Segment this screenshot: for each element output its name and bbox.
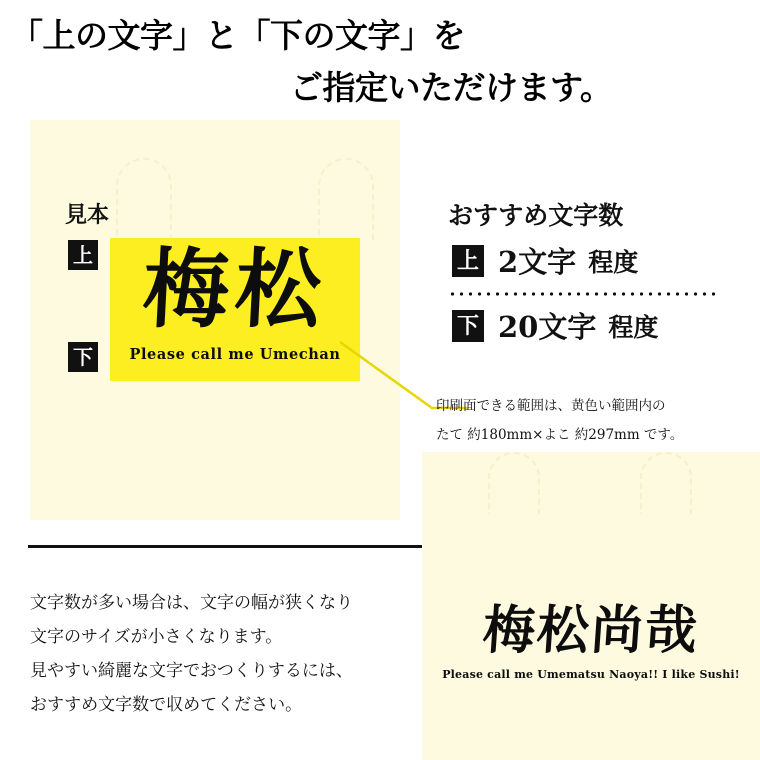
print-sub-text: Please call me Umechan (129, 346, 341, 363)
upper-text-tag (68, 240, 98, 270)
recommend-lower-tag: 下 (452, 310, 484, 342)
note-line-1: 印刷面できる範囲は、黄色い範囲内の (436, 398, 666, 414)
recommend-title: おすすめ文字数 (448, 201, 624, 230)
sample-label: 見本 (65, 202, 110, 228)
recommend-upper-tag: 上 (452, 245, 484, 277)
bag-handle-right-icon (318, 158, 374, 243)
sample-tote-bag (30, 120, 400, 520)
bottom-line-2: 文字のサイズが小さくなります。 (30, 627, 283, 647)
recommend-upper-value: 2文字 (498, 245, 577, 279)
headline-line-2: ご指定いただけます。 (290, 68, 613, 107)
bag-handle-left-icon (116, 158, 172, 243)
bottom-line-3: 見やすい綺麗な文字でおつくりするには、 (30, 661, 353, 681)
example-tote-bag (422, 452, 760, 760)
upper-text-tag-label: 上 (73, 243, 93, 267)
example-print-sub-text: Please call me Umematsu Naoya!! I like Sushi! (442, 668, 740, 681)
recommend-lower-note: 程度 (608, 312, 659, 342)
note-line-2: たて 約180mm×よこ 約297mm です。 (436, 427, 684, 443)
print-main-text: 梅松 (140, 239, 330, 340)
recommend-row-upper (452, 240, 638, 281)
recommend-lower-value: 20文字 (498, 310, 597, 344)
recommend-upper-note: 程度 (588, 247, 639, 277)
bottom-description (30, 586, 420, 722)
example-bag-handle-left-icon (488, 452, 540, 514)
printable-area (110, 238, 360, 381)
lower-text-tag-label: 下 (73, 345, 93, 369)
dotted-divider (448, 292, 716, 296)
bottom-line-4: おすすめ文字数で収めてください。 (30, 695, 303, 715)
bottom-line-1: 文字数が多い場合は、文字の幅が狭くなり (30, 593, 353, 613)
headline-line-1: 「上の文字」と「下の文字」を (10, 16, 465, 55)
lower-text-tag (68, 342, 98, 372)
recommend-row-lower (452, 305, 658, 346)
example-bag-handle-right-icon (640, 452, 692, 514)
example-print-main-text: 梅松尚哉 (480, 600, 702, 661)
